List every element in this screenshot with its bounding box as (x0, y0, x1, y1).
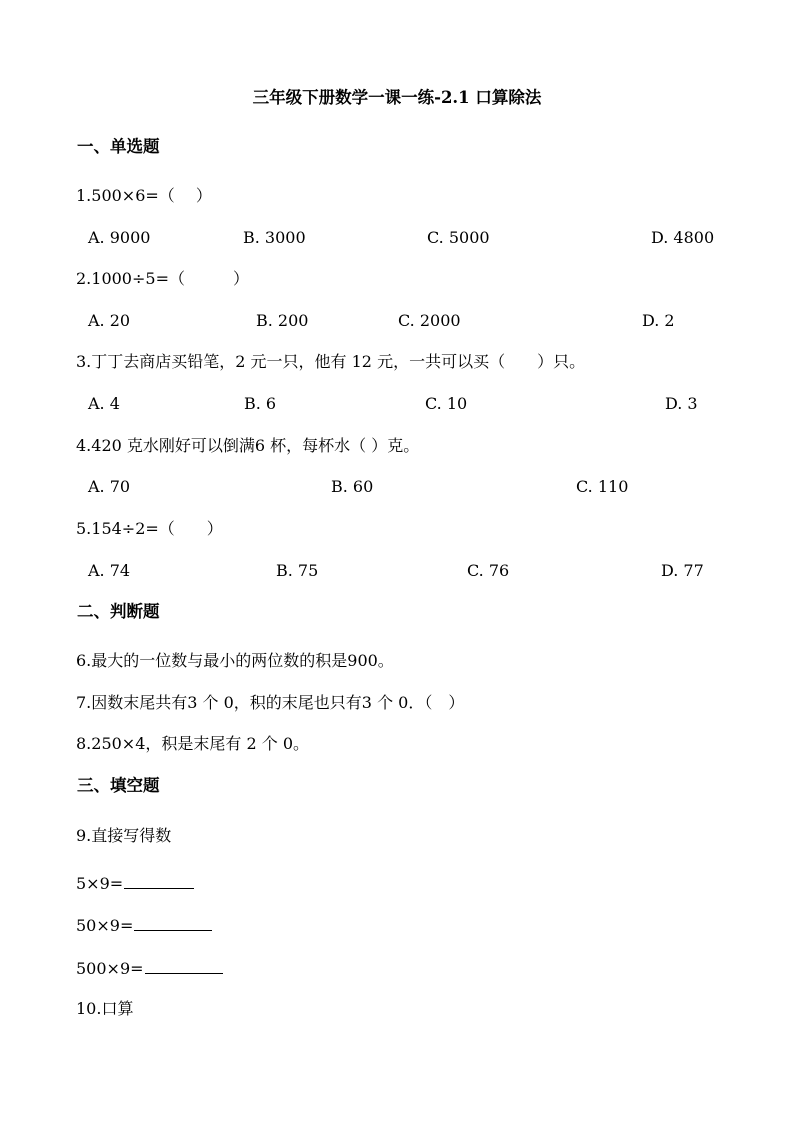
q5-option-b[interactable]: B. 75 (276, 561, 319, 580)
q5-option-a[interactable]: A. 74 (88, 561, 131, 580)
question-2: 2.1000÷5=（ ） (76, 269, 249, 288)
q1-option-b[interactable]: B. 3000 (243, 228, 306, 247)
q9-item-1-answer-blank[interactable] (124, 872, 194, 889)
q5-option-d[interactable]: D. 77 (661, 561, 704, 580)
question-1: 1.500×6=（ ） (76, 186, 212, 205)
question-7: 7.因数末尾共有3 个 0，积的末尾也只有3 个 0．（ ） (76, 693, 465, 712)
q1-option-c[interactable]: C. 5000 (427, 228, 490, 247)
q9-item-2 (76, 914, 212, 936)
question-6: 6.最大的一位数与最小的两位数的积是900。 (76, 651, 394, 670)
q9-item-3-expression: 500×9= (76, 959, 144, 978)
q1-option-a[interactable]: A. 9000 (88, 228, 151, 247)
q2-option-b[interactable]: B. 200 (256, 311, 309, 330)
section-heading-single-choice: 一、单选题 (77, 137, 160, 156)
q3-option-d[interactable]: D. 3 (665, 394, 698, 413)
q9-item-3-answer-blank[interactable] (145, 957, 223, 974)
q4-option-c[interactable]: C. 110 (576, 477, 629, 496)
question-5: 5.154÷2=（ ） (76, 519, 223, 538)
q4-option-b[interactable]: B. 60 (331, 477, 374, 496)
question-8: 8.250×4，积是末尾有 2 个 0。 (76, 734, 310, 753)
q9-item-1 (76, 872, 194, 894)
q5-option-c[interactable]: C. 76 (467, 561, 510, 580)
question-9: 9.直接写得数 (76, 826, 172, 845)
q4-option-a[interactable]: A. 70 (88, 477, 131, 496)
question-10: 10.口算 (76, 999, 134, 1018)
q1-option-d[interactable]: D. 4800 (651, 228, 715, 247)
q9-item-2-answer-blank[interactable] (134, 914, 212, 931)
section-heading-fill-blank: 三、填空题 (77, 776, 160, 795)
q2-option-a[interactable]: A. 20 (88, 311, 131, 330)
q2-option-d[interactable]: D. 2 (642, 311, 675, 330)
q9-item-3 (76, 957, 223, 979)
worksheet-title: 三年级下册数学一课一练-2.1 口算除法 (252, 88, 542, 107)
question-4: 4.420 克水刚好可以倒满6 杯，每杯水（ ）克。 (76, 436, 420, 455)
question-3: 3.丁丁去商店买铅笔，2 元一只，他有 12 元，一共可以买（ ）只。 (76, 352, 586, 371)
q3-option-a[interactable]: A. 4 (88, 394, 120, 413)
section-heading-true-false: 二、判断题 (77, 602, 160, 621)
q2-option-c[interactable]: C. 2000 (398, 311, 461, 330)
q9-item-1-expression: 5×9= (76, 874, 124, 893)
q9-item-2-expression: 50×9= (76, 916, 134, 935)
q3-option-b[interactable]: B. 6 (244, 394, 277, 413)
q3-option-c[interactable]: C. 10 (425, 394, 468, 413)
